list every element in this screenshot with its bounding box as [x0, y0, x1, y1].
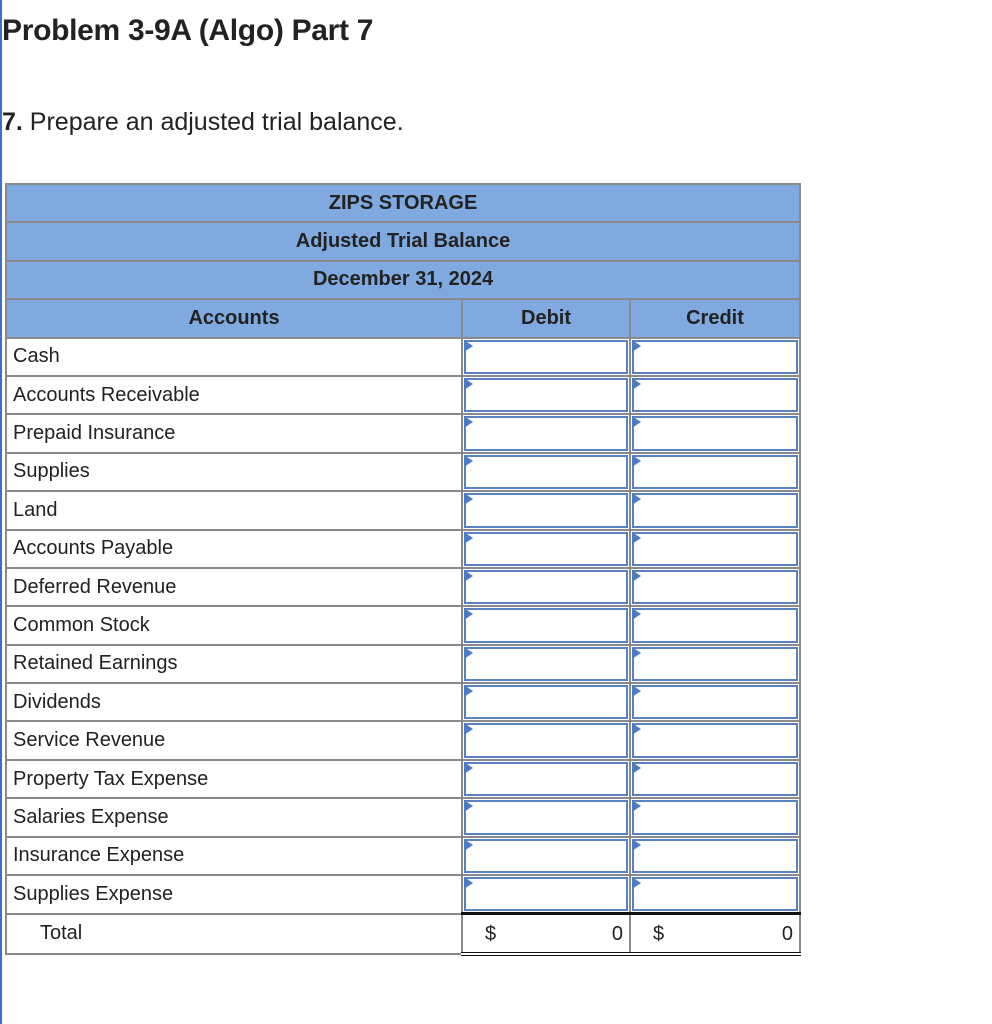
dropdown-marker-icon — [632, 416, 641, 428]
debit-cell — [462, 338, 630, 376]
credit-input[interactable] — [632, 839, 798, 873]
dropdown-marker-icon — [632, 762, 641, 774]
credit-input[interactable] — [632, 340, 798, 374]
table-row — [6, 645, 800, 683]
debit-input[interactable] — [464, 340, 628, 374]
account-name: Insurance Expense — [6, 837, 462, 875]
total-label: Total — [6, 914, 462, 954]
currency-symbol: $ — [485, 923, 497, 946]
credit-cell — [630, 568, 800, 606]
debit-cell — [462, 645, 630, 683]
credit-cell — [630, 414, 800, 452]
dropdown-marker-icon — [632, 839, 641, 851]
credit-cell — [630, 645, 800, 683]
question — [2, 108, 404, 137]
debit-input[interactable] — [464, 800, 628, 834]
table-row — [6, 376, 800, 414]
credit-cell — [630, 491, 800, 529]
left-accent-bar — [0, 0, 2, 1024]
header-accounts: Accounts — [6, 299, 462, 337]
dropdown-marker-icon — [464, 532, 473, 544]
debit-input[interactable] — [464, 723, 628, 757]
debit-cell — [462, 683, 630, 721]
debit-input[interactable] — [464, 532, 628, 566]
dropdown-marker-icon — [632, 647, 641, 659]
credit-input[interactable] — [632, 877, 798, 911]
dropdown-marker-icon — [464, 378, 473, 390]
question-text: Prepare an adjusted trial balance. — [22, 108, 404, 136]
debit-input[interactable] — [464, 378, 628, 412]
dropdown-marker-icon — [464, 340, 473, 352]
credit-cell — [630, 453, 800, 491]
credit-cell — [630, 798, 800, 836]
currency-symbol: $ — [653, 923, 665, 946]
credit-cell — [630, 875, 800, 914]
debit-cell — [462, 721, 630, 759]
table-row — [6, 606, 800, 644]
dropdown-marker-icon — [464, 416, 473, 428]
debit-cell — [462, 837, 630, 875]
credit-input[interactable] — [632, 647, 798, 681]
account-name: Deferred Revenue — [6, 568, 462, 606]
dropdown-marker-icon — [632, 685, 641, 697]
dropdown-marker-icon — [464, 455, 473, 467]
credit-input[interactable] — [632, 493, 798, 527]
credit-input[interactable] — [632, 762, 798, 796]
credit-cell — [630, 338, 800, 376]
statement-name: Adjusted Trial Balance — [6, 222, 800, 260]
credit-input[interactable] — [632, 570, 798, 604]
header-credit: Credit — [630, 299, 800, 337]
dropdown-marker-icon — [632, 608, 641, 620]
credit-cell — [630, 376, 800, 414]
credit-input[interactable] — [632, 532, 798, 566]
debit-cell — [462, 453, 630, 491]
dropdown-marker-icon — [632, 378, 641, 390]
dropdown-marker-icon — [464, 723, 473, 735]
debit-cell — [462, 760, 630, 798]
total-row — [6, 914, 800, 954]
dropdown-marker-icon — [464, 608, 473, 620]
credit-input[interactable] — [632, 416, 798, 450]
debit-input[interactable] — [464, 493, 628, 527]
total-credit-value: 0 — [781, 923, 794, 946]
credit-input[interactable] — [632, 685, 798, 719]
account-name: Salaries Expense — [6, 798, 462, 836]
debit-cell — [462, 875, 630, 914]
statement-date: December 31, 2024 — [6, 261, 800, 299]
dropdown-marker-icon — [464, 493, 473, 505]
credit-input[interactable] — [632, 608, 798, 642]
dropdown-marker-icon — [632, 723, 641, 735]
account-name: Common Stock — [6, 606, 462, 644]
dropdown-marker-icon — [632, 493, 641, 505]
debit-input[interactable] — [464, 839, 628, 873]
dropdown-marker-icon — [632, 877, 641, 889]
debit-input[interactable] — [464, 762, 628, 796]
debit-cell — [462, 606, 630, 644]
table-row — [6, 491, 800, 529]
credit-cell — [630, 606, 800, 644]
table-row — [6, 338, 800, 376]
debit-cell — [462, 530, 630, 568]
total-debit — [462, 914, 630, 954]
dropdown-marker-icon — [464, 839, 473, 851]
trial-balance-table — [5, 183, 801, 956]
account-name: Supplies — [6, 453, 462, 491]
debit-input[interactable] — [464, 416, 628, 450]
total-debit-value: 0 — [611, 923, 623, 946]
dropdown-marker-icon — [464, 800, 473, 812]
debit-input[interactable] — [464, 608, 628, 642]
company-name: ZIPS STORAGE — [6, 184, 800, 222]
dropdown-marker-icon — [632, 455, 641, 467]
dropdown-marker-icon — [464, 685, 473, 697]
table-row — [6, 683, 800, 721]
credit-cell — [630, 837, 800, 875]
account-name: Retained Earnings — [6, 645, 462, 683]
credit-cell — [630, 683, 800, 721]
table-row — [6, 798, 800, 836]
debit-input[interactable] — [464, 647, 628, 681]
debit-cell — [462, 376, 630, 414]
account-name: Prepaid Insurance — [6, 414, 462, 452]
credit-input[interactable] — [632, 800, 798, 834]
account-name: Supplies Expense — [6, 875, 462, 914]
dropdown-marker-icon — [464, 647, 473, 659]
table-row — [6, 837, 800, 875]
debit-cell — [462, 491, 630, 529]
account-name: Dividends — [6, 683, 462, 721]
account-name: Cash — [6, 338, 462, 376]
page-title: Problem 3-9A (Algo) Part 7 — [2, 14, 374, 47]
credit-cell — [630, 530, 800, 568]
account-name: Land — [6, 491, 462, 529]
debit-input[interactable] — [464, 570, 628, 604]
dropdown-marker-icon — [632, 800, 641, 812]
credit-input[interactable] — [632, 455, 798, 489]
credit-cell — [630, 721, 800, 759]
question-number: 7. — [2, 108, 23, 136]
dropdown-marker-icon — [632, 340, 641, 352]
credit-cell — [630, 760, 800, 798]
table-row — [6, 568, 800, 606]
debit-input[interactable] — [464, 685, 628, 719]
table-row — [6, 530, 800, 568]
table-row — [6, 414, 800, 452]
debit-cell — [462, 798, 630, 836]
dropdown-marker-icon — [464, 877, 473, 889]
dropdown-marker-icon — [464, 762, 473, 774]
table-row — [6, 721, 800, 759]
table-row — [6, 875, 800, 914]
dropdown-marker-icon — [632, 532, 641, 544]
credit-input[interactable] — [632, 378, 798, 412]
debit-cell — [462, 568, 630, 606]
debit-input[interactable] — [464, 877, 628, 911]
debit-input[interactable] — [464, 455, 628, 489]
header-debit: Debit — [462, 299, 630, 337]
account-name: Service Revenue — [6, 721, 462, 759]
dropdown-marker-icon — [464, 570, 473, 582]
account-name: Accounts Receivable — [6, 376, 462, 414]
account-name: Accounts Payable — [6, 530, 462, 568]
table-row — [6, 453, 800, 491]
account-name: Property Tax Expense — [6, 760, 462, 798]
table-row — [6, 760, 800, 798]
debit-cell — [462, 414, 630, 452]
total-credit — [630, 914, 800, 954]
credit-input[interactable] — [632, 723, 798, 757]
dropdown-marker-icon — [632, 570, 641, 582]
